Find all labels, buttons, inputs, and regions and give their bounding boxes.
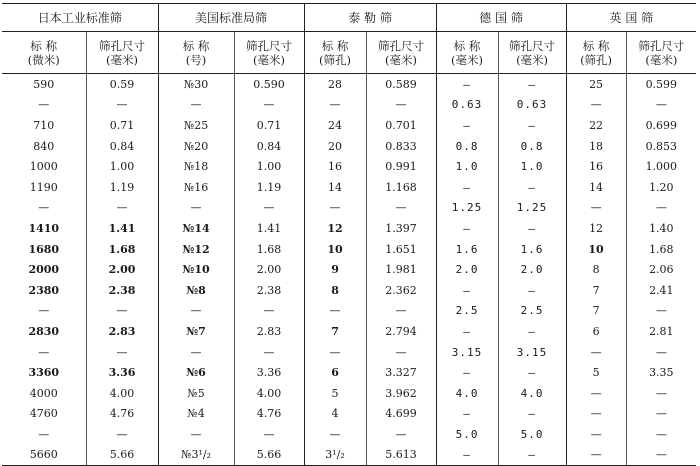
- table-cell: —: [304, 424, 366, 445]
- table-cell: —: [86, 198, 158, 219]
- table-cell: —: [366, 424, 436, 445]
- table-cell: 8: [304, 280, 366, 301]
- table-cell: 0.84: [86, 136, 158, 157]
- table-cell: 7: [304, 321, 366, 342]
- table-cell: 5: [566, 362, 626, 383]
- table-cell: 1.40: [626, 218, 696, 239]
- table-cell: №18: [158, 156, 234, 177]
- table-cell: 0.63: [436, 95, 498, 116]
- table-cell: 5.66: [234, 445, 304, 466]
- sieve-standards-table: [2, 3, 696, 466]
- table-cell: —: [304, 95, 366, 116]
- table-cell: 0.71: [86, 115, 158, 136]
- table-row: [2, 136, 696, 157]
- table-cell: —: [86, 95, 158, 116]
- table-cell: 1.68: [626, 239, 696, 260]
- sub-header-aperture: 筛孔尺寸 (毫米): [234, 32, 304, 74]
- table-cell: 1.00: [86, 156, 158, 177]
- table-cell: 0.701: [366, 115, 436, 136]
- table-cell: —: [498, 74, 566, 95]
- table-cell: 0.8: [436, 136, 498, 157]
- table-cell: 5660: [2, 445, 86, 466]
- table-cell: 1.6: [498, 239, 566, 260]
- table-cell: —: [366, 198, 436, 219]
- table-cell: —: [38, 427, 50, 441]
- table-cell: 10: [566, 239, 626, 260]
- table-cell: №25: [158, 115, 234, 136]
- table-cell: 4760: [29, 407, 58, 421]
- table-cell: 12: [566, 218, 626, 239]
- table-cell: —: [498, 404, 566, 425]
- table-cell: 1000: [29, 160, 58, 174]
- table-cell: 3.962: [366, 383, 436, 404]
- sub-header-aperture: 筛孔尺寸 (毫米): [498, 32, 566, 74]
- table-cell: —: [566, 404, 626, 425]
- table-cell: —: [234, 95, 304, 116]
- table-cell: 16: [304, 156, 366, 177]
- table-cell: 2000: [28, 263, 60, 277]
- table-cell: 16: [566, 156, 626, 177]
- table-cell: 0.71: [234, 115, 304, 136]
- table-cell: 2.38: [234, 280, 304, 301]
- sub-header-nominal: 标 称 (毫米): [436, 32, 498, 74]
- table-cell: —: [158, 95, 234, 116]
- table-row: [2, 218, 696, 239]
- table-cell: —: [38, 201, 50, 215]
- table-cell: 14: [566, 177, 626, 198]
- table-cell: 9: [304, 259, 366, 280]
- table-cell: 3360: [28, 366, 60, 380]
- table-cell: —: [86, 342, 158, 363]
- table-cell: №3¹/₂: [158, 445, 234, 466]
- table-cell: 1.981: [366, 259, 436, 280]
- table-cell: 0.63: [498, 95, 566, 116]
- table-cell: 2.794: [366, 321, 436, 342]
- table-cell: 2830: [28, 324, 60, 338]
- group-header-uk: 英 国 筛: [566, 4, 696, 32]
- table-cell: —: [304, 342, 366, 363]
- table-cell: 1.41: [86, 218, 158, 239]
- table-cell: №12: [158, 239, 234, 260]
- table-row: [2, 362, 696, 383]
- table-row: [2, 280, 696, 301]
- table-cell: —: [626, 383, 696, 404]
- table-cell: 2.0: [498, 259, 566, 280]
- table-row: [2, 301, 696, 322]
- table-cell: —: [366, 301, 436, 322]
- table-cell: 0.8: [498, 136, 566, 157]
- table-cell: 2.5: [498, 301, 566, 322]
- table-row: [2, 239, 696, 260]
- table-cell: 4000: [29, 386, 58, 400]
- table-cell: —: [566, 342, 626, 363]
- table-cell: 1.000: [626, 156, 696, 177]
- table-cell: —: [566, 383, 626, 404]
- table-cell: 4.0: [436, 383, 498, 404]
- table-cell: 22: [566, 115, 626, 136]
- table-cell: 4.0: [498, 383, 566, 404]
- table-cell: —: [366, 95, 436, 116]
- table-cell: 28: [304, 74, 366, 95]
- table-cell: —: [366, 342, 436, 363]
- table-cell: 1.168: [366, 177, 436, 198]
- sub-header-nominal: 标 称 (微米): [2, 32, 86, 74]
- table-cell: 1.00: [234, 156, 304, 177]
- table-cell: —: [38, 345, 50, 359]
- table-cell: 2.00: [234, 259, 304, 280]
- table-cell: 18: [566, 136, 626, 157]
- table-cell: —: [436, 74, 498, 95]
- table-cell: 590: [33, 77, 55, 91]
- table-cell: 2.81: [626, 321, 696, 342]
- table-cell: —: [436, 115, 498, 136]
- table-cell: —: [626, 95, 696, 116]
- table-cell: 4.00: [234, 383, 304, 404]
- table-row: [2, 177, 696, 198]
- sieve-table-body: [2, 74, 696, 466]
- table-cell: 5.0: [436, 424, 498, 445]
- table-cell: №5: [158, 383, 234, 404]
- table-cell: 1.41: [234, 218, 304, 239]
- table-cell: —: [566, 198, 626, 219]
- table-cell: 2.362: [366, 280, 436, 301]
- table-cell: 6: [566, 321, 626, 342]
- table-cell: —: [304, 198, 366, 219]
- table-cell: 5: [304, 383, 366, 404]
- table-cell: —: [436, 404, 498, 425]
- table-cell: —: [158, 342, 234, 363]
- table-cell: —: [436, 445, 498, 466]
- table-cell: 0.599: [626, 74, 696, 95]
- table-row: [2, 74, 696, 95]
- table-cell: 1410: [28, 221, 60, 235]
- table-cell: —: [436, 321, 498, 342]
- table-cell: 2380: [28, 283, 60, 297]
- table-cell: 0.853: [626, 136, 696, 157]
- table-row: [2, 115, 696, 136]
- table-cell: 2.83: [234, 321, 304, 342]
- table-cell: 1.68: [234, 239, 304, 260]
- table-cell: 2.0: [436, 259, 498, 280]
- table-cell: 1190: [29, 180, 58, 194]
- table-row: [2, 95, 696, 116]
- table-cell: №20: [158, 136, 234, 157]
- table-cell: №10: [158, 259, 234, 280]
- table-cell: 3.327: [366, 362, 436, 383]
- table-cell: 1.25: [436, 198, 498, 219]
- table-cell: 4.76: [86, 404, 158, 425]
- group-header-germany: 德 国 筛: [436, 4, 566, 32]
- table-cell: 7: [566, 280, 626, 301]
- table-cell: 1.0: [498, 156, 566, 177]
- table-cell: —: [234, 342, 304, 363]
- table-cell: №6: [158, 362, 234, 383]
- table-cell: 1.397: [366, 218, 436, 239]
- table-cell: 1.19: [86, 177, 158, 198]
- table-cell: —: [38, 304, 50, 318]
- table-cell: —: [566, 424, 626, 445]
- table-cell: 25: [566, 74, 626, 95]
- table-cell: —: [566, 445, 626, 466]
- table-cell: 2.5: [436, 301, 498, 322]
- table-cell: 4.00: [86, 383, 158, 404]
- table-cell: —: [158, 198, 234, 219]
- table-cell: —: [626, 445, 696, 466]
- table-row: [2, 445, 696, 466]
- table-cell: 24: [304, 115, 366, 136]
- table-row: [2, 424, 696, 445]
- table-cell: —: [436, 362, 498, 383]
- table-cell: 12: [304, 218, 366, 239]
- table-cell: 0.590: [234, 74, 304, 95]
- table-row: [2, 198, 696, 219]
- table-cell: 0.59: [86, 74, 158, 95]
- table-row: [2, 156, 696, 177]
- table-cell: 7: [566, 301, 626, 322]
- table-cell: 5.613: [366, 445, 436, 466]
- table-row: [2, 383, 696, 404]
- table-cell: —: [498, 445, 566, 466]
- table-cell: —: [436, 218, 498, 239]
- table-cell: 1.25: [498, 198, 566, 219]
- sub-header-nominal: 标 称 (筛孔): [566, 32, 626, 74]
- group-header-row: [2, 4, 696, 32]
- sub-header-nominal: 标 称 (筛孔): [304, 32, 366, 74]
- table-cell: —: [436, 280, 498, 301]
- table-cell: —: [436, 177, 498, 198]
- table-cell: №30: [158, 74, 234, 95]
- table-cell: 710: [33, 118, 55, 132]
- table-cell: 4.699: [366, 404, 436, 425]
- table-cell: 14: [304, 177, 366, 198]
- sub-header-row: [2, 32, 696, 74]
- table-cell: —: [38, 98, 50, 112]
- group-header-tyler: 泰 勒 筛: [304, 4, 436, 32]
- table-cell: 0.833: [366, 136, 436, 157]
- table-cell: №4: [158, 404, 234, 425]
- table-cell: —: [626, 301, 696, 322]
- table-cell: —: [626, 424, 696, 445]
- table-row: [2, 404, 696, 425]
- table-cell: 4: [304, 404, 366, 425]
- table-cell: 3.36: [234, 362, 304, 383]
- table-cell: 1680: [28, 242, 60, 256]
- table-row: [2, 342, 696, 363]
- sub-header-aperture: 筛孔尺寸 (毫米): [86, 32, 158, 74]
- group-header-japan: 日本工业标准筛: [2, 4, 158, 32]
- table-cell: 3.36: [86, 362, 158, 383]
- sub-header-aperture: 筛孔尺寸 (毫米): [626, 32, 696, 74]
- table-cell: 3¹/₂: [304, 445, 366, 466]
- table-cell: 2.06: [626, 259, 696, 280]
- table-cell: —: [86, 424, 158, 445]
- table-row: [2, 321, 696, 342]
- table-cell: —: [566, 95, 626, 116]
- table-cell: 4.76: [234, 404, 304, 425]
- table-cell: —: [234, 424, 304, 445]
- table-cell: 3.35: [626, 362, 696, 383]
- table-row: [2, 259, 696, 280]
- table-cell: —: [498, 115, 566, 136]
- table-cell: —: [158, 301, 234, 322]
- table-cell: —: [158, 424, 234, 445]
- sub-header-nominal: 标 称 (号): [158, 32, 234, 74]
- table-cell: —: [234, 198, 304, 219]
- table-cell: 1.0: [436, 156, 498, 177]
- table-cell: 2.00: [86, 259, 158, 280]
- table-cell: 1.68: [86, 239, 158, 260]
- table-cell: —: [626, 198, 696, 219]
- table-cell: №7: [158, 321, 234, 342]
- table-cell: 2.83: [86, 321, 158, 342]
- table-cell: 3.15: [436, 342, 498, 363]
- table-cell: 1.651: [366, 239, 436, 260]
- table-cell: 5.0: [498, 424, 566, 445]
- table-cell: —: [498, 321, 566, 342]
- table-cell: —: [234, 301, 304, 322]
- table-cell: 2.38: [86, 280, 158, 301]
- table-cell: —: [498, 362, 566, 383]
- table-cell: —: [304, 301, 366, 322]
- table-cell: —: [498, 280, 566, 301]
- table-cell: №8: [158, 280, 234, 301]
- table-cell: 8: [566, 259, 626, 280]
- table-cell: 6: [304, 362, 366, 383]
- table-cell: №16: [158, 177, 234, 198]
- sub-header-aperture: 筛孔尺寸 (毫米): [366, 32, 436, 74]
- table-cell: —: [626, 342, 696, 363]
- table-cell: —: [498, 218, 566, 239]
- table-cell: —: [498, 177, 566, 198]
- table-cell: 10: [304, 239, 366, 260]
- table-cell: №14: [158, 218, 234, 239]
- table-cell: 2.41: [626, 280, 696, 301]
- table-cell: 840: [33, 139, 55, 153]
- table-cell: 20: [304, 136, 366, 157]
- table-cell: 5.66: [86, 445, 158, 466]
- group-header-us: 美国标准局筛: [158, 4, 304, 32]
- table-cell: 0.991: [366, 156, 436, 177]
- table-cell: 3.15: [498, 342, 566, 363]
- table-cell: —: [626, 404, 696, 425]
- table-cell: —: [86, 301, 158, 322]
- table-cell: 1.20: [626, 177, 696, 198]
- table-cell: 0.589: [366, 74, 436, 95]
- table-cell: 0.699: [626, 115, 696, 136]
- table-cell: 1.6: [436, 239, 498, 260]
- table-cell: 1.19: [234, 177, 304, 198]
- table-cell: 0.84: [234, 136, 304, 157]
